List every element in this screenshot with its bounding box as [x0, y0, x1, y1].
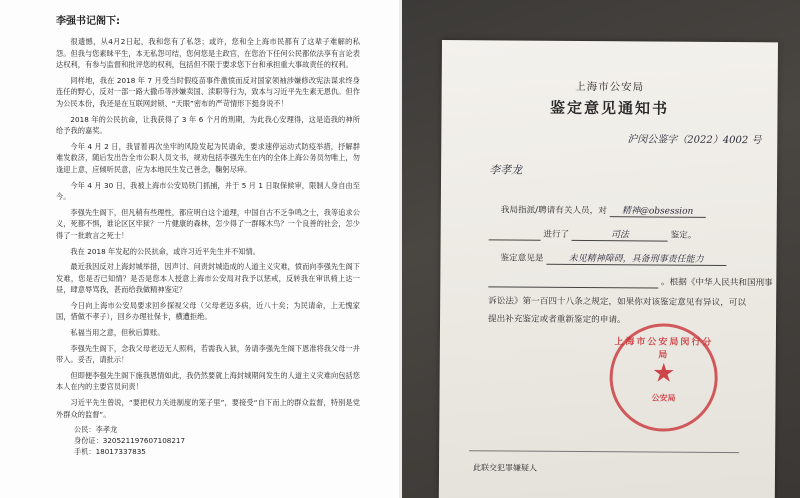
- line1-field: [610, 203, 706, 218]
- notice-footer: 此联交犯罪嫌疑人: [472, 463, 538, 473]
- line1-prefix: 我局指派/聘请有关人员，对: [500, 205, 607, 217]
- line3-field: [546, 251, 726, 266]
- stamp-star-icon: ★: [651, 358, 676, 389]
- signature-id: 身份证：320521197607108217: [74, 436, 186, 446]
- letter-paragraph: 今日向上海市公安局要求回乡探视父母（父母老迈多病，近八十矣；为民请命，上无愧家国，惜做不孝子），回乡办理社保卡，横遭拒绝。: [56, 300, 360, 322]
- notice-line-1: [501, 202, 706, 217]
- notice-title: 鉴定意见通知书: [549, 98, 670, 118]
- line4-blank: [488, 276, 658, 288]
- letter-paragraph: 最近我因反对上海封城举措，因声讨、问责封城造成的人道主义灾难，愤而向李强先生阁下发难，您是否已知情？是否是您本人授意上海市公安局对我予以惩戒，反转我在审讯椅上达一昼，肆意辱骂我，甚而给我做精神鉴定？: [56, 262, 360, 295]
- notice-photo: [402, 0, 800, 498]
- notice-line-4: [488, 274, 773, 289]
- line3-prefix: 鉴定意见是: [500, 253, 544, 264]
- line3-handwritten: 未见精神障碍，具备刑事责任能力: [568, 253, 704, 265]
- letter-signature: [74, 424, 360, 457]
- letter-paragraph: 私福当用之意，但秋后算账。: [70, 328, 165, 338]
- stamp-center-text: 公安局: [651, 393, 676, 403]
- line2-prefix: 进行了: [543, 229, 570, 240]
- signature-phone: 手机：18017337835: [74, 447, 146, 457]
- notice-doc-number: [627, 130, 761, 146]
- letter-paragraph: 今年 4 月 30 日，我被上海市公安局铁门抓捕，并于 5 月 1 日取保候审，限制人身自由至今。: [56, 180, 360, 202]
- notice-addressee: 李孝龙: [489, 163, 523, 177]
- line2-field: [572, 227, 668, 242]
- letter-paragraph: 2018 年的公民抗命，让我获得了 3 年 6 个月的刑期，为此我心安理得，这是造我的神所给予我的嘉奖。: [56, 114, 360, 136]
- signature-name: 公民：李孝龙: [74, 425, 118, 435]
- official-seal-stamp: [609, 323, 718, 432]
- line1-handwritten: 精神@obsession: [621, 206, 694, 217]
- letter-paragraph: 习近平先生曾说，“要把权力关进制度的笼子里”，要接受“自下而上的群众监督，特别是党外群众的监督”。: [56, 398, 360, 419]
- notice-line-3: [500, 250, 726, 266]
- letter-paragraph: 今年 4 月 2 日，我冒着再次坐牢的风险发起为民请命，要求速停运动式防疫举措，抒解群难发救济，随后发出告全市公职人员文书，规劝包括李强先生在内的全体上海公务员勿唯上，勿逢迎上意，应倾听民意，应为本地民生发己善念，鞠躬尽瘁。: [56, 141, 360, 174]
- line2-blank: [489, 229, 541, 240]
- line2-handwritten: 司法: [610, 230, 629, 241]
- letter-paragraph: 但即便李强先生阁下施我恩情如此，我仍然要就上海封城期间发生的人道主义灾难向包括您本人在内的主要官员问责！: [56, 370, 360, 392]
- line3-suffix: 。根据《中华人民共和国刑事: [661, 277, 773, 289]
- letter-body: [56, 36, 360, 420]
- notice-paragraph: 诉讼法》第一百四十八条之规定，如果你对该鉴定意见有异议，可以提出补充鉴定或者重新鉴定的申请。: [488, 296, 747, 326]
- letter-paragraph: 我在 2018 年发起的公民抗命，或许习近平先生并不知情。: [70, 246, 261, 256]
- letter-paragraph: 李强先生阁下，念我父母老迈无人照料，若需我入狱，务请李强先生阁下恩准将我父母一并带入。妥否，请批示！: [56, 343, 360, 365]
- letter-paragraph: 很遗憾，从4月2日起，我和您有了私怨；或许，您和全上海市民都有了这辈子难解的私怨。但我与您素昧平生，本无私怨可结，您何您是主政官，在您治下任何公民都依法享有言论表达权利，有参与监督和批评您的权利，包括但不限于要求您下台和承担重大事故责任的权利。: [56, 37, 360, 70]
- notice-office: 上海市公安局: [575, 80, 645, 94]
- letter-paragraph: 李强先生阁下，但凡稍有些理性，都应明白这个道理，中国自古不乏争鸣之士，我等追求公义，死都不惧，谁论区区牢狱？一片健康的森林，怎少得了一群啄木鸟？一个良善的社会，怎少得了一批敢言之死士！: [56, 207, 360, 240]
- notice-line-2: [489, 226, 697, 241]
- letter-greeting: 李强书记阁下:: [56, 16, 120, 27]
- notice-paper: [439, 40, 778, 498]
- doc-number-handwritten: 沪闵公鉴字（2022）4002 号: [627, 134, 762, 147]
- letter-paragraph: 同样地，我在 2018 年 7 月受当时假疫苗事件激愤而反对国家领袖涉嫌修改宪法谋求终身连任的野心，反对一部一路大撒币等涉嫌卖国、渎职等行为，致本与习近平先生素无恩仇。但作为公民本份，我还是在互联网封锁、“天眼”密布的严苛情形下挺身说不！: [56, 75, 360, 108]
- stamp-ring-text: 上海市公安局闵行分局: [614, 337, 714, 361]
- footer-rule: [469, 450, 739, 453]
- line2-suffix: 鉴定。: [670, 230, 697, 241]
